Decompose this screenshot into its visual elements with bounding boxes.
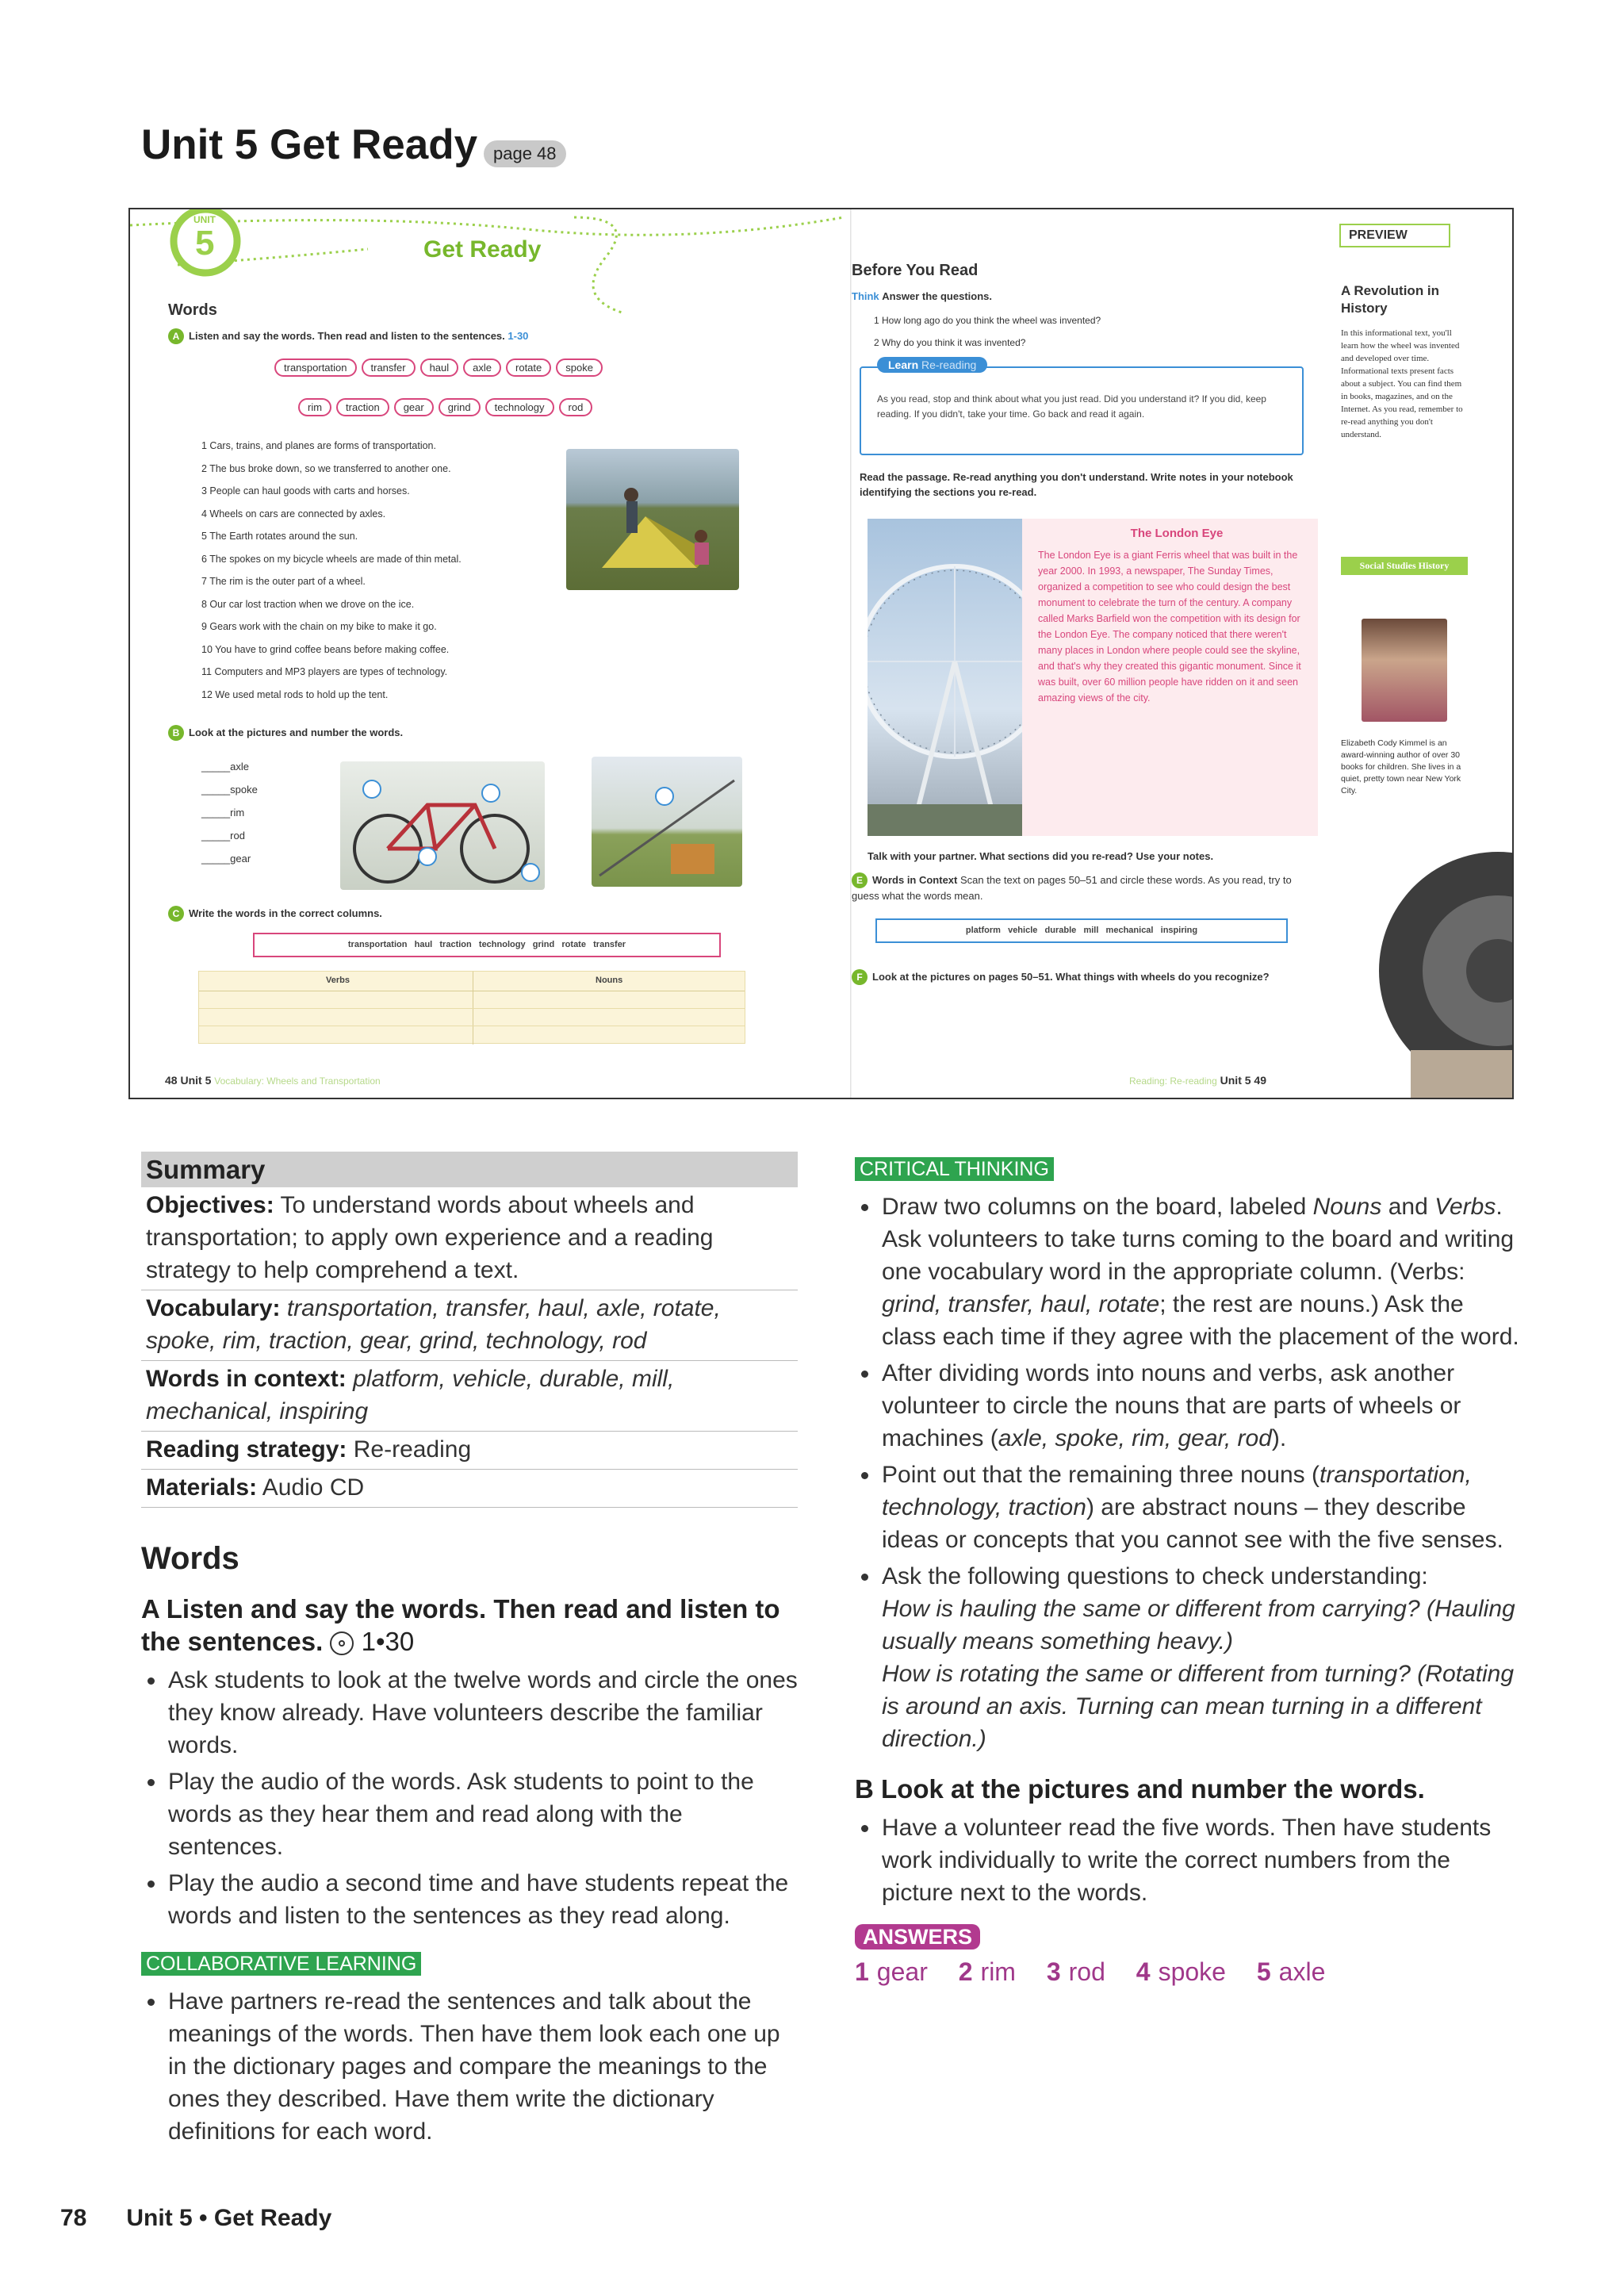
get-ready-heading: Get Ready	[423, 236, 542, 263]
list-item: Have partners re-read the sentences and talk about the meanings of the words. Then have them look each one up in the dictionary pages and compare the meanings to the ones they described. Have them write the dictionary definitions for each word.	[141, 1985, 798, 2148]
before-you-read: Before You Read	[852, 262, 979, 279]
talk-with-partner: Talk with your partner. What sections did you re-read? Use your notes.	[868, 850, 1214, 862]
task-a-heading: A Listen and say the words. Then read and listen to the sentences. 1•30	[141, 1594, 780, 1656]
right-page-footer: Reading: Re-reading Unit 5 49	[1129, 1074, 1266, 1087]
unit-label: UNIT	[193, 214, 216, 225]
spread-task-a: A Listen and say the words. Then read and listen to the sentences. 1-30	[168, 328, 739, 344]
tools-photo	[592, 757, 742, 887]
right-column	[855, 1152, 1522, 1988]
think-questions: 1 How long ago do you think the wheel was invented? 2 Why do you think it was invented?	[874, 315, 1101, 348]
task-b-bullets	[855, 1812, 1522, 1909]
summary-heading: Summary	[141, 1152, 798, 1187]
london-eye-title: The London Eye	[1130, 527, 1224, 540]
nouns-column-header: Nouns	[596, 976, 623, 985]
preview-text: In this informational text, you'll learn how the wheel was invented and developed over time. Informational texts present facts about a subject. You can find them in books, magazines, and on the Internet. As you read, remember to re-read anything you don't understand.	[1341, 328, 1463, 439]
london-eye-text: The London Eye is a giant Ferris wheel that was built in the year 2000. In 1993, a newspaper, The Sunday Times, organized a competition to see who could design the best monument to celebrate the turn of the century. A company called Marks Barfield won the competition with its design for the London Eye. The company noticed that there weren't many places in London where people could see the skyline, and that's why they created this gigantic monument. Since it was built, over 60 million people have ridden on it and seen amazing views of the city.	[1038, 550, 1301, 704]
chips-row-1: transportation transfer haul axle rotate spoke	[274, 358, 607, 377]
collaborative-bullets	[141, 1985, 798, 2148]
task-b-word-list: _____axle _____spoke _____rim _____rod _____gear	[201, 761, 258, 865]
answer-item: 3 rod	[1046, 1957, 1105, 1986]
context-word-box: platform vehicle durable mill mechanical inspiring	[875, 918, 1288, 943]
answers-tag: ANSWERS	[855, 1924, 980, 1950]
author-photo	[1362, 619, 1447, 722]
list-item: Ask students to look at the twelve words and circle the ones they know already. Have volunteers describe the familiar words.	[141, 1664, 798, 1762]
left-page-footer: 48 Unit 5 Vocabulary: Wheels and Transportation	[165, 1074, 381, 1087]
preview-label: PREVIEW	[1339, 224, 1450, 247]
audio-cd-icon	[330, 1631, 354, 1655]
header-decoration	[130, 209, 852, 320]
spread-task-c: C Write the words in the correct columns.	[168, 906, 382, 922]
words-in-context: E Words in Context Scan the text on pages 50–51 and circle these words. As you read, try to guess what the words mean.	[852, 874, 1292, 902]
tent-photo	[566, 449, 739, 590]
answer-item: 1 gear	[855, 1957, 928, 1986]
page-title: Unit 5 Get Ready	[141, 121, 478, 168]
list-item: Play the audio of the words. Ask students to point to the words as they hear them and read along with the sentences.	[141, 1766, 798, 1863]
answer-item: 4 spoke	[1136, 1957, 1226, 1986]
task-a-bullets	[141, 1664, 798, 1932]
task-c-table	[198, 971, 745, 1044]
summary-vocabulary: Vocabulary: transportation, transfer, haul, axle, rotate, spoke, rim, traction, gear, grind, technology, rod	[141, 1290, 798, 1361]
words-heading: Words	[141, 1541, 239, 1576]
chips-row-2: rim traction gear grind technology rod	[298, 398, 597, 416]
look-pictures: F Look at the pictures on pages 50–51. What things with wheels do you recognize?	[852, 969, 1296, 985]
answer-item: 2 rim	[958, 1957, 1016, 1986]
task-b-heading: B Look at the pictures and number the words.	[855, 1774, 1425, 1804]
right-page	[852, 209, 1514, 1098]
summary-objectives: Objectives: To understand words about wheels and transportation; to apply own experience and a reading strategy to help comprehend a text.	[141, 1187, 798, 1290]
page-number: 78	[60, 2205, 87, 2231]
critical-thinking-bullets	[855, 1190, 1522, 1755]
sentence-list: 1 Cars, trains, and planes are forms of transportation. 2 The bus broke down, so we transferred to another one. 3 People can haul goods with carts and horses. 4 Wheels on cars are connected by axles. 5 The Earth rotates around the sun. 6 The spokes on my bicycle wheels are made of thin metal. 7 The rim is the outer part of a wheel. 8 Our car lost traction when we drove on the ice. 9 Gears work with the chain on my bike to make it go. 10 You have to grind coffee beans before making coffee. 11 Computers and MP3 players are types of technology. 12 We used metal rods to hold up the tent.	[201, 440, 462, 700]
learn-box: Learn Re-reading As you read, stop and think about what you just read. Did you understand it? If you did, keep reading. If you didn't, take your time. Go back and read it again.	[860, 366, 1304, 455]
left-column	[141, 1152, 798, 2152]
task-c-word-box: transportation haul traction technology grind rotate transfer	[253, 933, 721, 957]
london-eye-box	[868, 519, 1318, 836]
collaborative-learning-tag: COLLABORATIVE LEARNING	[141, 1952, 421, 1976]
list-item: Ask the following questions to check understanding: How is hauling the same or different from carrying? (Hauling usually means something heavy.) How is rotating the same or different from turning? (Rotating is around an axis. Turning can mean turning in a different direction.)	[855, 1560, 1522, 1755]
author-bio: Elizabeth Cody Kimmel is an award-winning author of over 30 books for children. She lives in a quiet, pretty town near New York City.	[1341, 738, 1461, 796]
answers-block	[855, 1920, 1522, 1988]
unit-number: 5	[195, 224, 215, 263]
summary-materials: Materials: Audio CD	[141, 1470, 798, 1508]
footer-section: Unit 5 • Get Ready	[126, 2205, 332, 2231]
preview-sidebar	[1331, 209, 1514, 1099]
list-item: Play the audio a second time and have students repeat the words and listen to the sentences as they read along.	[141, 1867, 798, 1932]
spread-task-b: B Look at the pictures and number the words.	[168, 725, 403, 741]
page-footer	[60, 2205, 331, 2232]
summary-reading-strategy: Reading strategy: Re-reading	[141, 1432, 798, 1470]
think-box: Think Answer the questions.	[852, 290, 992, 302]
london-eye-photo	[868, 519, 1022, 836]
social-studies-badge: Social Studies History	[1341, 557, 1468, 575]
left-page	[130, 209, 852, 1098]
bicycle-photo	[340, 761, 545, 890]
read-passage-instructions: Read the passage. Re-read anything you don't understand. Write notes in your notebook identifying the sections you re-read.	[860, 471, 1293, 498]
summary-words-in-context: Words in context: platform, vehicle, durable, mill, mechanical, inspiring	[141, 1361, 798, 1432]
student-book-spread	[128, 208, 1514, 1099]
list-item: Have a volunteer read the five words. Then have students work individually to write the correct numbers from the picture next to the words.	[855, 1812, 1522, 1909]
list-item: After dividing words into nouns and verbs, ask another volunteer to circle the nouns that are parts of wheels or machines (axle, spoke, rim, gear, rod).	[855, 1357, 1522, 1455]
tire-graphic	[1363, 812, 1514, 1099]
preview-title: A Revolution in History	[1341, 283, 1440, 316]
critical-thinking-tag: CRITICAL THINKING	[855, 1157, 1054, 1181]
answer-item: 5 axle	[1256, 1957, 1326, 1986]
words-heading: Words	[168, 301, 217, 319]
list-item: Draw two columns on the board, labeled Nouns and Verbs. Ask volunteers to take turns coming to the board and writing one vocabulary word in the appropriate column. (Verbs: grind, transfer, haul, rotate; the rest are nouns.) Ask the class each time if they agree with the placement of the word.	[855, 1190, 1522, 1353]
page-ref-badge: page 48	[484, 140, 566, 167]
verbs-column-header: Verbs	[326, 976, 350, 985]
list-item: Point out that the remaining three nouns (transportation, technology, traction) are abstract nouns – they describe ideas or concepts that you cannot see with the five senses.	[855, 1459, 1522, 1556]
answers-list	[855, 1956, 1522, 1988]
